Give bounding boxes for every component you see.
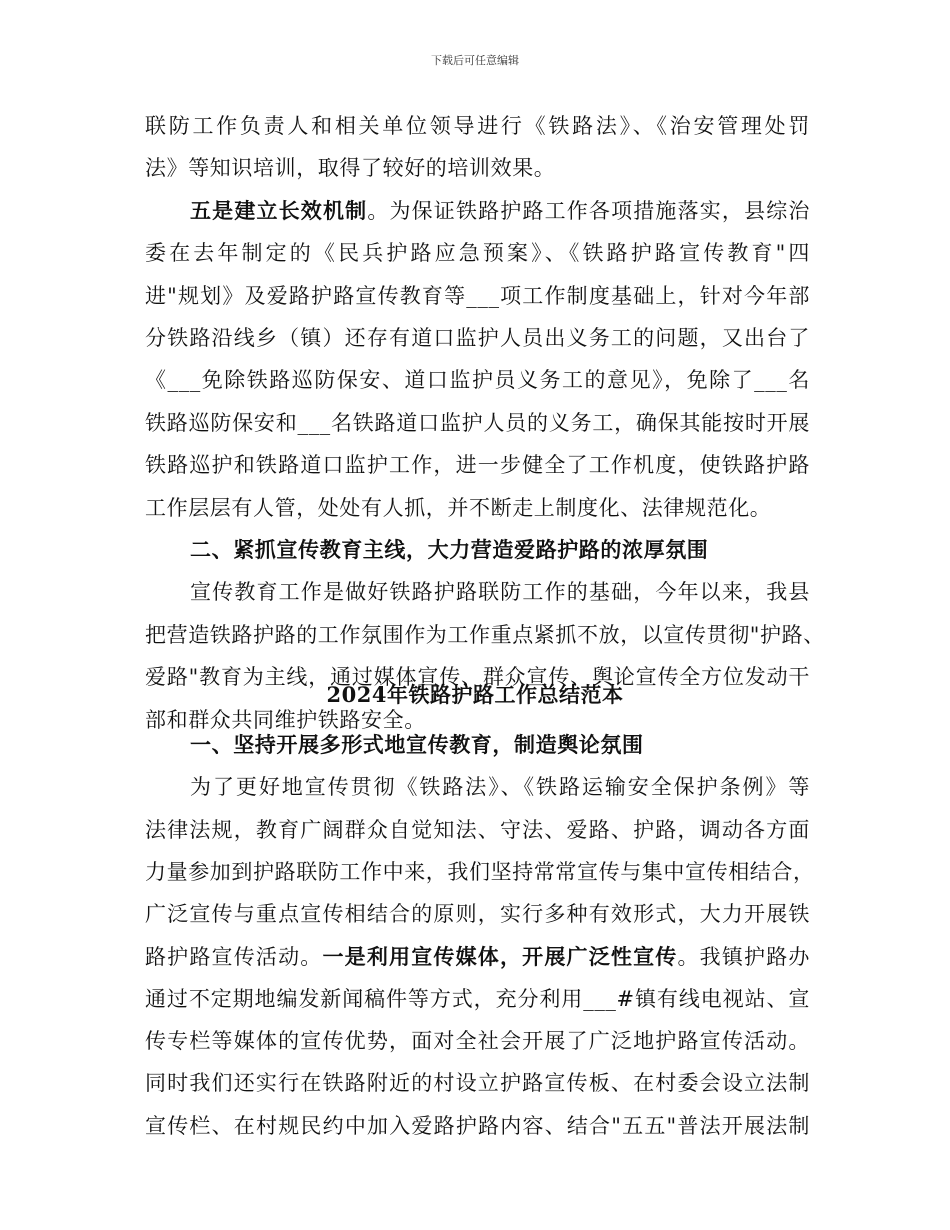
line-text: 宣传栏、在村规民约中加入爱路护路内容、结合"五五"普法开展法制 [145, 1113, 810, 1138]
page-header-note: 下载后可任意编辑 [431, 54, 519, 67]
line-text: 法》等知识培训，取得了较好的培训效果。 [145, 156, 556, 181]
line-text: 委在去年制定的《民兵护路应急预案》、《铁路护路宣传教育"四 [145, 241, 810, 266]
line-text: 力量参加到护路联防工作中来，我们坚持常常宣传与集中宣传相结合， [145, 859, 815, 884]
line-text: 分铁路沿线乡（镇）还存有道口监护人员出义务工的问题，又出台了 [145, 326, 810, 350]
line-text: 。为保证铁路护路工作各项措施落实，县综治 [367, 198, 810, 223]
line-text: 工作层层有人管，处处有人抓，并不断走上制度化、法律规范化。 [145, 495, 772, 520]
line-text: 进"规划》及爱路护路宣传教育等___项工作制度基础上，针对今年部 [145, 283, 810, 308]
text-line [145, 813, 810, 847]
text-line [145, 855, 815, 889]
text-line [145, 940, 810, 974]
text-line [145, 1109, 810, 1143]
text-line [145, 618, 825, 652]
line-text: 铁路巡护和铁路道口监护工作，进一步健全了工作机度，使铁路护路 [145, 453, 810, 478]
bold-heading-text: 五是建立长效机制 [190, 197, 368, 223]
text-line [145, 109, 810, 143]
line-text: 通过不定期地编发新闻稿件等方式，充分利用___#镇有线电视站、宣 [145, 986, 810, 1011]
line-text-tail: 。我镇护路办 [677, 944, 810, 969]
line-text: 广泛宣传与重点宣传相结合的原则，实行多种有效形式，大力开展铁 [145, 902, 810, 927]
line-text: 部和群众共同维护铁路安全。 [145, 707, 426, 732]
text-line [190, 533, 810, 567]
text-line [145, 491, 810, 525]
line-text: 法律法规，教育广阔群众自觉知法、守法、爱路、护路，调动各方面 [145, 817, 810, 842]
text-line [145, 448, 810, 482]
line-text: 《___免除铁路巡防保安、道口监护员义务工的意见》，免除了___名 [145, 368, 810, 393]
bold-inline-text: 一是利用宣传媒体，开展广泛性宣传 [322, 943, 678, 969]
bold-heading-text: 一、坚持开展多形式地宣传教育，制造舆论氛围 [190, 732, 644, 757]
text-line [190, 194, 810, 228]
text-line [190, 770, 810, 804]
line-text: 同时我们还实行在铁路附近的村设立护路宣传板、在村委会设立法制 [145, 1071, 810, 1096]
text-line [145, 897, 810, 931]
text-line [145, 406, 810, 440]
text-line [145, 151, 810, 185]
text-line [145, 1066, 810, 1100]
text-line [145, 321, 810, 355]
text-line [190, 728, 810, 762]
line-text: 爱路"教育为主线，通过媒体宣传、群众宣传、舆论宣传全方位发动干 [145, 665, 810, 690]
line-text: 宣传教育工作是做好铁路护路联防工作的基础，今年以来，我县 [190, 580, 810, 605]
bold-heading-text: 二、紧抓宣传教育主线，大力营造爱路护路的浓厚氛围 [190, 537, 709, 562]
text-line [145, 236, 810, 270]
line-text: 为了更好地宣传贯彻《铁路法》、《铁路运输安全保护条例》等 [190, 775, 810, 800]
line-text: 联防工作负责人和相关单位领导进行《铁路法》、《治安管理处罚 [145, 114, 810, 138]
text-line [190, 575, 810, 609]
text-line [145, 279, 810, 313]
document-title: 2024年铁路护路工作总结范本 [326, 682, 624, 707]
line-text: 把营造铁路护路的工作氛围作为工作重点紧抓不放，以宣传贯彻"护路、 [145, 622, 825, 647]
line-text: 铁路巡防保安和___名铁路道口监护人员的义务工，确保其能按时开展 [145, 410, 810, 435]
line-text: 路护路宣传活动。 [145, 944, 323, 969]
text-line [145, 363, 810, 397]
text-line [145, 1024, 810, 1058]
text-line [145, 982, 810, 1016]
line-text: 传专栏等媒体的宣传优势，面对全社会开展了广泛地护路宣传活动。 [145, 1029, 810, 1054]
